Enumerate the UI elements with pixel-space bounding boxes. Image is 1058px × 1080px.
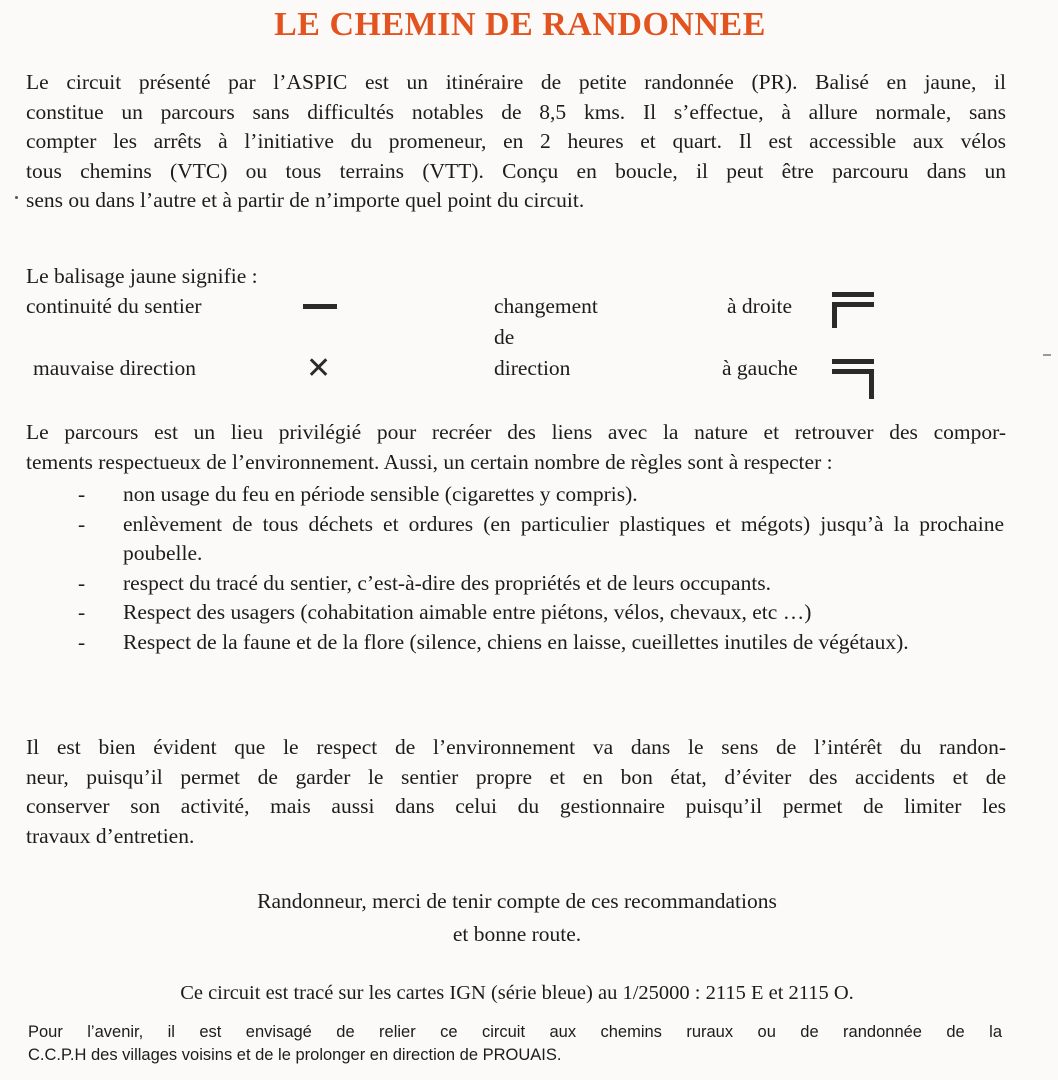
wrong-direction-label: mauvaise direction: [33, 356, 196, 380]
intro-line: tous chemins (VTC) ou tous terrains (VTT). Conçu en boucle, il peut être parcouru dans un: [26, 158, 1006, 183]
conclusion-line: conserver son activité, mais aussi dans celui du gestionnaire puisqu’il permet de limiter les: [26, 794, 1006, 818]
conclusion-line: travaux d’entretien.: [26, 823, 195, 848]
list-item: [78, 628, 1004, 658]
list-item: [78, 598, 1004, 628]
conclusion-paragraph: [26, 733, 1006, 851]
rule-text: Respect de la faune et de la flore (silence, chiens en laisse, cueillettes inutiles de végétaux).: [123, 629, 909, 654]
closing-line-2: et bonne route.: [452, 922, 582, 946]
list-item: [78, 510, 1004, 569]
horizontal-bar-icon: [303, 304, 337, 309]
list-item: [78, 569, 1004, 599]
rule-text: non usage du feu en période sensible (cigarettes y compris).: [123, 482, 638, 506]
turn-right-blaze-icon: [830, 290, 876, 330]
list-dash: -: [78, 570, 86, 595]
change-label-2: de: [494, 325, 515, 349]
page-title: LE CHEMIN DE RANDONNEE: [274, 6, 766, 43]
intro-line: constitue un parcours sans difficultés notables de 8,5 kms. Il s’effectue, à allure normale, sans: [26, 99, 1006, 124]
rule-text: Respect des usagers (cohabitation aimable entre piétons, vélos, chevaux, etc …): [123, 600, 812, 624]
intro-line: sens ou dans l’autre et à partir de n’importe quel point du circuit.: [26, 188, 585, 212]
intro-line: Le circuit présenté par l’ASPIC est un itinéraire de petite randonnée (PR). Balisé en jaune, il: [26, 70, 1006, 94]
change-label-3: direction: [494, 356, 571, 380]
ign-map-note: Ce circuit est tracé sur les cartes IGN (série bleue) au 1/25000 : 2115 E et 2115 O.: [180, 982, 854, 1004]
environment-paragraph: [26, 418, 1006, 477]
scan-speck: [15, 196, 18, 199]
environment-line: Le parcours est un lieu privilégié pour recréer des liens avec la nature et retrouver des compor-: [26, 420, 1006, 444]
list-item: [78, 480, 1004, 510]
left-label: à gauche: [722, 356, 798, 380]
rule-text: respect du tracé du sentier, c’est-à-dire des propriétés et de leurs occupants.: [123, 570, 772, 595]
list-dash: -: [78, 482, 86, 506]
future-note: [28, 1021, 1002, 1067]
list-dash: -: [78, 629, 86, 654]
list-dash: -: [78, 600, 86, 624]
cross-icon: ✕: [306, 351, 332, 386]
closing-line-1: Randonneur, merci de tenir compte de ces recommandations: [257, 889, 777, 913]
future-line: C.C.P.H des villages voisins et de le prolonger en direction de PROUAIS.: [28, 1046, 562, 1064]
turn-left-blaze-icon: [830, 355, 876, 401]
list-dash: -: [78, 511, 86, 536]
intro-paragraph: [26, 68, 1006, 216]
continuity-label: continuité du sentier: [26, 294, 202, 318]
intro-line: compter les arrêts à l’initiative du promeneur, en 2 heures et quart. Il est accessible aux vélos: [26, 129, 1006, 153]
environment-line: tements respectueux de l’environnement. Aussi, un certain nombre de règles sont à respecter :: [26, 449, 833, 474]
scan-margin-mark: [1043, 354, 1051, 356]
conclusion-line: Il est bien évident que le respect de l’environnement va dans le sens de l’intérêt du randon-: [26, 735, 1006, 759]
right-label: à droite: [727, 294, 793, 318]
future-line: Pour l’avenir, il est envisagé de relier ce circuit aux chemins ruraux ou de randonnée de la: [28, 1023, 1002, 1041]
conclusion-line: neur, puisqu’il permet de garder le sentier propre et en bon état, d’éviter des accidents et de: [26, 764, 1006, 789]
change-label-1: changement: [494, 294, 598, 318]
rule-text: enlèvement de tous déchets et ordures (en particulier plastiques et mégots) jusqu’à la prochaine poubelle.: [123, 511, 1004, 565]
balisage-heading: Le balisage jaune signifie :: [26, 264, 258, 288]
rules-list: [78, 480, 1004, 657]
